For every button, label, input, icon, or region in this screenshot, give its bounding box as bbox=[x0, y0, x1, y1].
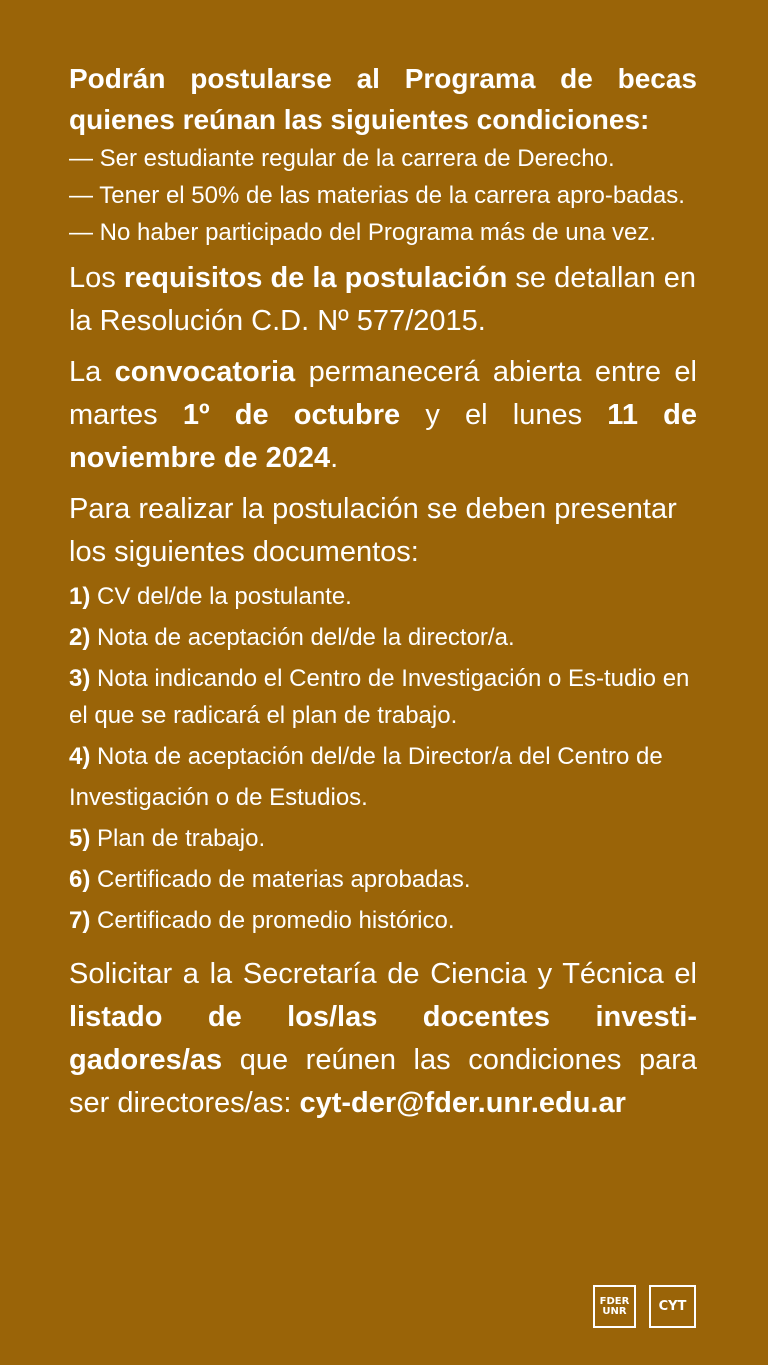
solicitar-text-2: que reúnen las condiciones para ser directores/as: bbox=[69, 1044, 697, 1119]
document-number: 3) bbox=[69, 665, 91, 692]
document-text: Plan de trabajo. bbox=[90, 825, 266, 852]
document-text: Certificado de materias aprobadas. bbox=[90, 866, 471, 893]
solicitar-paragraph bbox=[69, 953, 697, 1125]
fder-logo-line1: FDER bbox=[599, 1295, 630, 1307]
solicitar-text: Solicitar a la Secretaría de Ciencia y Técnica el bbox=[69, 958, 697, 990]
document-item bbox=[69, 619, 697, 656]
requisitos-paragraph bbox=[69, 257, 697, 343]
document-item bbox=[69, 820, 697, 857]
convocatoria-bold: convocatoria bbox=[114, 356, 296, 388]
document-item-continued: Investigación o de Estudios. bbox=[69, 784, 368, 811]
convocatoria-text-4: . bbox=[330, 442, 339, 474]
fder-unr-logo bbox=[593, 1285, 636, 1328]
conditions-list bbox=[69, 140, 697, 251]
cyt-logo bbox=[649, 1285, 696, 1328]
convocatoria-paragraph bbox=[69, 351, 697, 480]
document-number: 2) bbox=[69, 624, 91, 651]
document-number: 6) bbox=[69, 866, 91, 893]
footer-logos bbox=[593, 1285, 696, 1328]
document-item bbox=[69, 578, 697, 615]
document-text: Nota de aceptación del/de la Director/a del Centro de bbox=[90, 743, 663, 770]
document-number: 4) bbox=[69, 743, 91, 770]
convocatoria-text: La bbox=[69, 356, 115, 388]
document-item bbox=[69, 660, 697, 734]
requisitos-text-after: se detallan en la Resolución C.D. Nº 577/2015. bbox=[69, 262, 696, 337]
condition-item: — Ser estudiante regular de la carrera de Derecho. bbox=[69, 145, 615, 172]
intro-title: Podrán postularse al Programa de becas quienes reúnan las siguientes condiciones: bbox=[69, 63, 697, 135]
start-date: 1º de octubre bbox=[182, 399, 401, 431]
main-content bbox=[69, 58, 697, 1133]
document-number: 7) bbox=[69, 907, 91, 934]
document-number: 5) bbox=[69, 825, 91, 852]
end-date: 11 de noviembre de 2024 bbox=[69, 399, 697, 474]
document-text: Certificado de promedio histórico. bbox=[90, 907, 455, 934]
documentos-list bbox=[69, 578, 697, 939]
solicitar-bold: listado de los/las docentes investi-gadores/as bbox=[69, 1001, 697, 1076]
requisitos-bold: requisitos de la postulación bbox=[123, 262, 508, 294]
contact-email[interactable]: cyt-der@fder.unr.edu.ar bbox=[299, 1087, 626, 1119]
document-text: CV del/de la postulante. bbox=[90, 583, 352, 610]
requisitos-text: Los bbox=[69, 262, 124, 294]
convocatoria-text-3: y el lunes bbox=[400, 399, 608, 431]
documentos-intro: Para realizar la postulación se deben presentar los siguientes documentos: bbox=[69, 493, 677, 568]
document-text: Nota de aceptación del/de la director/a. bbox=[90, 624, 515, 651]
document-item bbox=[69, 738, 697, 775]
cyt-logo-text: CYT bbox=[658, 1299, 687, 1314]
document-item bbox=[69, 902, 697, 939]
condition-item: — Tener el 50% de las materias de la carrera apro-badas. bbox=[69, 182, 685, 209]
document-item bbox=[69, 861, 697, 898]
fder-logo-line2: UNR bbox=[602, 1305, 627, 1317]
condition-item: — No haber participado del Programa más de una vez. bbox=[69, 219, 656, 246]
document-text: Nota indicando el Centro de Investigación o Es-tudio en el que se radicará el plan de trabajo. bbox=[69, 665, 690, 729]
convocatoria-text-2: permanecerá abierta entre el martes bbox=[69, 356, 697, 431]
document-number: 1) bbox=[69, 583, 91, 610]
